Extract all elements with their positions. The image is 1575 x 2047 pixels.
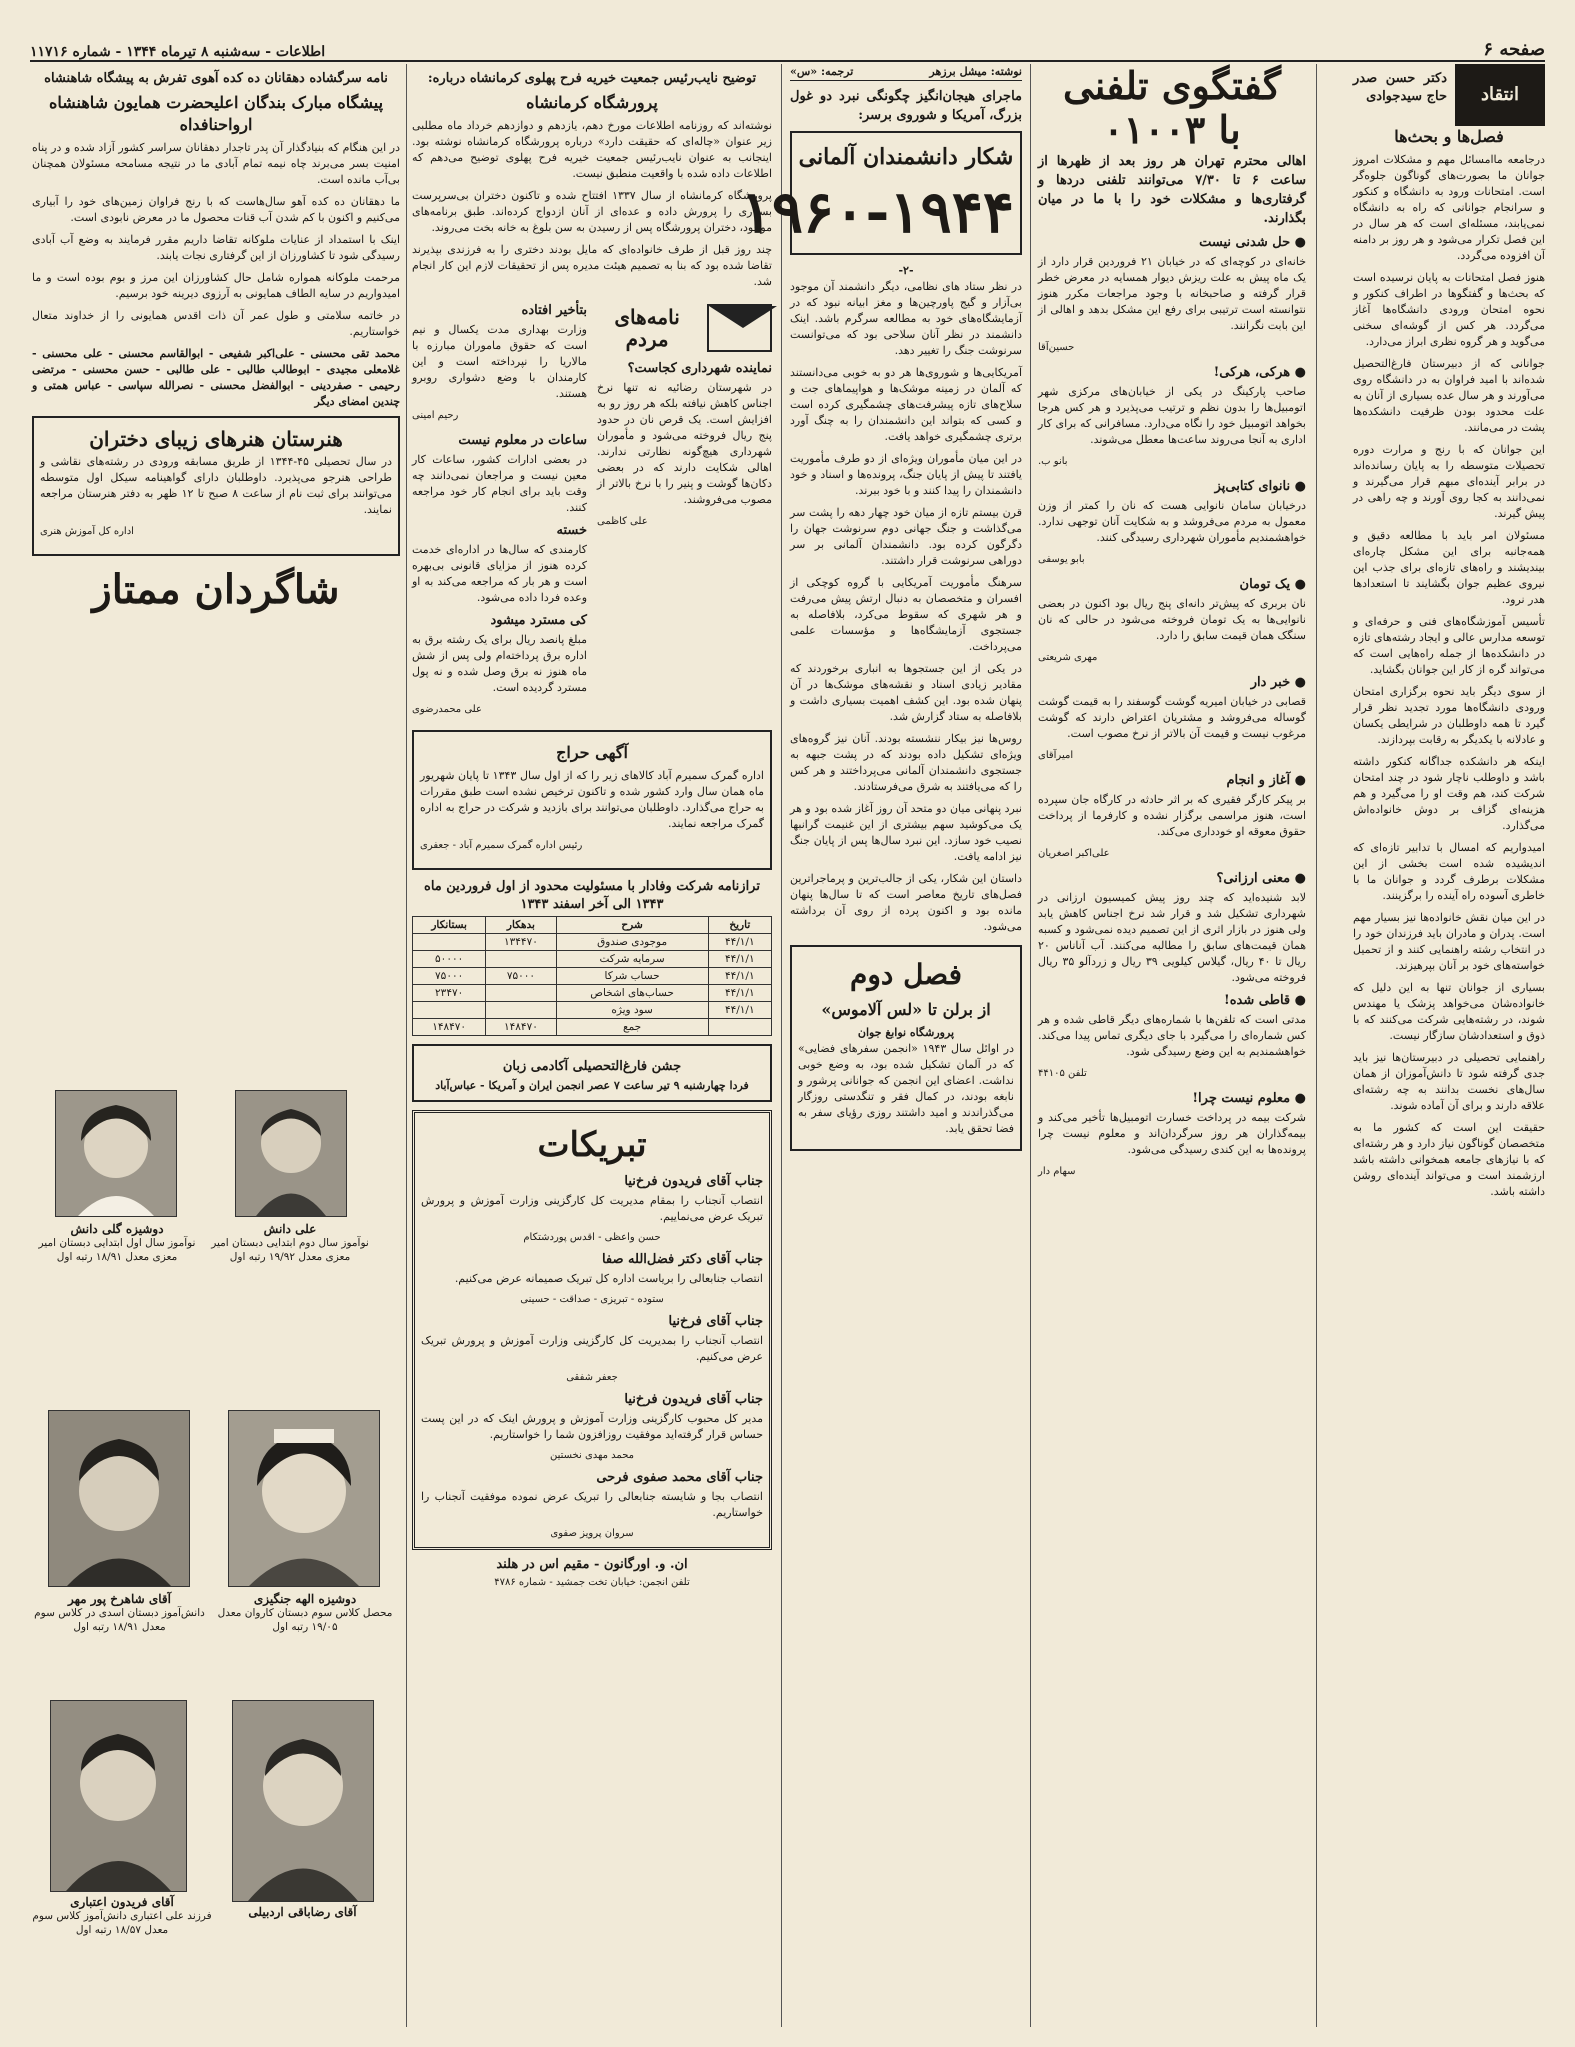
organon-title: ان. و. اورگانون - مقیم اس در هلند bbox=[496, 1557, 688, 1572]
congrats-text: انتصاب آنجناب را بمدیریت کل کارگزینی وزارت آموزش و پرورش تبریک عرض می‌کنیم. bbox=[421, 1334, 763, 1363]
congrats-text: انتصاب آنجناب را بمقام مدیریت کل کارگزینی وزارت آموزش و پرورش تبریک عرض می‌نماییم. bbox=[421, 1194, 763, 1223]
letter-text: در بعضی ادارات کشور، ساعات کار معین نیست و مراجعان نمی‌دانند چه وقت باید برای انجام کار خود مراجعه کنند. bbox=[412, 453, 587, 514]
paragraph: راهنمایی تحصیلی در دبیرستان‌ها نیز باید جدی گرفته شود تا دانش‌آموزان از همان سال‌های نخست بدانند به چه رشته‌ای علاقه دارند و برای آن آماده شوند. bbox=[1353, 1051, 1545, 1112]
column-rule bbox=[781, 64, 782, 2027]
congrats-title: تبریکات bbox=[537, 1125, 647, 1165]
phone-talk-title: گفتگوی تلفنی bbox=[1063, 63, 1281, 108]
item-title: ● معلوم نیست چرا! bbox=[1038, 1090, 1306, 1108]
table-cell bbox=[708, 1019, 771, 1036]
paragraph: نوشته‌اند که روزنامه اطلاعات مورخ دهم، یازدهم و دوازدهم خرداد ماه مطلبی زیر عنوان «چاله‌ای که حقیقت دارد» درباره پرورشگاه کرمانشاه نوشته بود. اینجانب به عنوان نایب‌رئیس جمعیت خیریه فرح پهلوی توضیح می‌دهم که اطلاعات داده شده با واقعیت منطبق نیست. bbox=[412, 119, 772, 180]
auction-signature: رئیس اداره گمرک سمیرم آباد - جعفری bbox=[420, 840, 583, 851]
byline-translator: ترجمه: «س» bbox=[790, 65, 854, 78]
student-name: آقای رضاباقی اردبیلی bbox=[248, 1905, 357, 1919]
column-rule bbox=[1316, 64, 1317, 2027]
table-cell: ۴۴/۱/۱ bbox=[708, 968, 771, 985]
paragraph: درجامعه ماامسائل مهم و مشکلات امروز جوانان ما بصورت‌های گوناگون جلوه‌گر است. امتحانات ورود به دانشگاه و کنکور و سرانجام جوانانی که راه به دانشگاه نمی‌یابند، مسئله‌ای است که هر سال در این فصل تکرار می‌شود و هر روز بر دامنه آن افزوده می‌گردد. bbox=[1353, 153, 1545, 262]
organon-text: تلفن انجمن: خیابان تخت جمشید - شماره ۴۷۸۶ bbox=[494, 1577, 690, 1588]
item-text: شرکت بیمه در پرداخت خسارت اتومبیل‌ها تأخیر می‌کند و بیمه‌گذاران هر روز سرگردان‌اند و معلوم نیست چرا پرونده‌ها به این کندی رسیدگی می‌شود. bbox=[1038, 1111, 1306, 1156]
student-caption bbox=[32, 1222, 202, 1264]
petition-kicker: نامه سرگشاده دهقانان ده کده آهوی تفرش به پیشگاه شاهنشاه bbox=[44, 71, 388, 86]
student-name: آقای فریدون اعتباری bbox=[70, 1895, 174, 1909]
table-cell: ۱۴۸۴۷۰ bbox=[486, 1019, 556, 1036]
congrats-text: انتصاب بجا و شایسته جنابعالی را تبریک عرض نموده موفقیت آنجناب را خواستاریم. bbox=[421, 1490, 763, 1519]
table-cell: ۴۴/۱/۱ bbox=[708, 1002, 771, 1019]
item-text: بر پیکر کارگر فقیری که بر اثر حادثه در کارگاه جان سپرده است، هنوز مراسمی برگزار نشده و کارفرما از پرداخت حقوق معوقه او خودداری می‌کند. bbox=[1038, 793, 1306, 838]
item-title: ● خبر دار bbox=[1038, 674, 1306, 692]
paragraph: نبرد پنهانی میان دو متحد آن روز آغاز شده بود و هر یک می‌کوشید سهم بیشتری از این غنیمت گرانبها نصیب خود سازد. این نبرد سال‌ها پس از پایان جنگ نیز ادامه یافت. bbox=[790, 802, 1022, 863]
paragraph: داستان این شکار، یکی از جالب‌ترین و پرماجراترین فصل‌های تاریخ معاصر است که تا سال‌ها پنهان مانده بود و اکنون پرده از روی آن برداشته می‌شود. bbox=[790, 872, 1022, 933]
section-subtitle: از برلن تا «لس آلاموس» bbox=[821, 1000, 991, 1019]
letter-title: کی مسترد میشود bbox=[490, 613, 587, 628]
table-cell: ۴۴/۱/۱ bbox=[708, 985, 771, 1002]
congrats-sender: جعفر شفقی bbox=[566, 1372, 618, 1383]
item-title: ● آغاز و انجام bbox=[1038, 772, 1306, 790]
paragraph: حقیقت این است که کشور ما به متخصصان گوناگون نیاز دارد و هر رشته‌ای که با نیازهای جامعه همخوانی داشته باشد ارزشمند است و می‌تواند آینده‌ای روشن داشته باشد. bbox=[1353, 1121, 1545, 1198]
school-text: در سال تحصیلی ۴۵-۱۳۴۴ از طریق مسابقه ورودی در رشته‌های نقاشی و طراحی هنرجو می‌پذیرد. داوطلبان دارای گواهینامه سیکل اول متوسطه می‌توانند برای ثبت نام از ساعت ۸ صبح تا ۱۲ ظهر به دفتر هنرستان مراجعه نمایند. bbox=[40, 455, 392, 516]
student-photo bbox=[235, 1090, 347, 1217]
column-critique bbox=[1353, 64, 1545, 2027]
item-text: مدتی است که تلفن‌ها با شماره‌های دیگر قاطی شده و هر کس شماره‌ای را می‌گیرد با جای دیگری تماس پیدا می‌کند. خواهشمندیم به این وضع رسیدگی شود. bbox=[1038, 1013, 1306, 1058]
envelope-icon bbox=[707, 304, 772, 352]
item-title: ● معنی ارزانی؟ bbox=[1038, 870, 1306, 888]
table-row bbox=[413, 934, 772, 951]
table-cell: سرمایه شرکت bbox=[556, 951, 708, 968]
paragraph: در خاتمه سلامتی و طول عمر آن ذات اقدس همایونی را از خداوند متعال خواستاریم. bbox=[32, 309, 400, 338]
letters-header bbox=[597, 304, 772, 352]
section-text: در اوائل سال ۱۹۴۳ «انجمن سفرهای فضایی» که در آلمان تشکیل شده بود، به وضع خوبی نداشت. اعضای این انجمن که جوانانی پرشور و نابغه بودند، در کمال فقر و تنگدستی روزگار می‌گذراندند و امید داشتند روزی رؤیای سفر به فضا تحقق یابد. bbox=[798, 1042, 1014, 1135]
paragraph: سرهنگ مأموریت آمریکایی با گروه کوچکی از افسران و متخصصان به دنبال ارتش پیش می‌رفت و هر شهری که سقوط می‌کرد، بلافاصله به جستجوی آزمایشگاه‌ها و مؤسسات علمی می‌پرداخت. bbox=[790, 576, 1022, 653]
intiqad-logo: انتقاد bbox=[1455, 64, 1545, 126]
item-signature: بابو یوسفی bbox=[1038, 554, 1085, 565]
column-petition bbox=[32, 64, 400, 1044]
table-cell: ۵۰۰۰۰ bbox=[413, 951, 486, 968]
item-signature: علی‌اکبر اصغریان bbox=[1038, 848, 1110, 859]
letter-text: در شهرستان رضائیه نه تنها نرخ اجناس کاهش نیافته بلکه هر روز رو به افزایش است. یک قرص نان در حدود پنج ریال فروخته می‌شود و مأموران شهرداری هیچ‌گونه نظارتی ندارند. اهالی شکایت دارند که در بعضی دکان‌ها گوشت و پنیر را با نرخ بالاتر از مصوب می‌فروشند. bbox=[597, 381, 772, 506]
table-row bbox=[413, 968, 772, 985]
congrats-recipient: جناب آقای فریدون فرخ‌نیا bbox=[624, 1174, 763, 1189]
paragraph: در این میان نقش خانواده‌ها نیز بسیار مهم است. پدران و مادران باید فرزندان خود را در انتخاب رشته راهنمایی کنند و از تحمیل خواسته‌های خود بر آنان بپرهیزند. bbox=[1353, 911, 1545, 972]
school-title: هنرستان هنرهای زیبای دختران bbox=[89, 427, 343, 451]
table-cell bbox=[413, 934, 486, 951]
letter-text: کارمندی که سال‌ها در اداره‌ای خدمت کرده هنوز از مزایای قانونی بی‌بهره است و هر بار که مراجعه می‌کند به او وعده فردا داده می‌شود. bbox=[412, 543, 587, 604]
congrats-text: مدیر کل محبوب کارگزینی وزارت آموزش و پرورش اینک که در این پست حساس قرار گرفته‌اید موفقیت روزافزون شما را خواستاریم. bbox=[421, 1412, 763, 1441]
congrats-recipient: جناب آقای فرخ‌نیا bbox=[668, 1314, 763, 1329]
table-header: تاریخ bbox=[708, 917, 771, 934]
table-cell: جمع bbox=[556, 1019, 708, 1036]
letter-title: نماینده شهرداری کجاست؟ bbox=[627, 361, 772, 376]
table-cell bbox=[486, 951, 556, 968]
student-photo bbox=[228, 1410, 380, 1587]
letters-header-label: نامه‌های مردم bbox=[614, 305, 680, 351]
congrats-sender: ستوده - تبریزی - صداقت - حسینی bbox=[520, 1294, 664, 1305]
column-german-scientists bbox=[740, 64, 1022, 2027]
student-name: آقای شاهرخ پور مهر bbox=[68, 1592, 171, 1606]
table-cell: ۱۳۴۴۷۰ bbox=[486, 934, 556, 951]
balance-sheet-table bbox=[412, 916, 772, 1036]
item-title: ● نانوای کتابی‌پز bbox=[1038, 478, 1306, 496]
congrats-recipient: جناب آقای محمد صفوی فرحی bbox=[596, 1470, 763, 1485]
article-title: شکار دانشمندان آلمانی bbox=[798, 144, 1014, 170]
item-title: ● یک تومان bbox=[1038, 576, 1306, 594]
table-header: بستانکار bbox=[413, 917, 486, 934]
item-text: نان بربری که پیش‌تر دانه‌ای پنج ریال بود اکنون در بعضی نانوایی‌ها به یک تومان فروخته می‌شود در حالی که نان سنگک همان قیمت سابق را دارد. bbox=[1038, 597, 1306, 642]
column-rule bbox=[406, 64, 407, 2027]
student-text: فرزند علی اعتباری دانش‌آموز کلاس سوم معدل ۱۸/۵۷ رتبه اول bbox=[32, 1910, 212, 1936]
student-name: دوشیزه الهه جنگیزی bbox=[253, 1592, 357, 1606]
table-header: شرح bbox=[556, 917, 708, 934]
paragraph: از سوی دیگر باید نحوه برگزاری امتحان ورودی دانشگاه‌ها مورد تجدید نظر قرار گیرد تا همه داوطلبان در شرایطی یکسان و عادلانه با یکدیگر به رقابت بپردازند. bbox=[1353, 685, 1545, 746]
paragraph: مسئولان امر باید با مطالعه دقیق و همه‌جانبه برای این مشکل چاره‌ای بیندیشند و راه‌های تازه‌ای برای جذب این نیروی عظیم جوان بگشایند تا استعدادها هدر نرود. bbox=[1353, 529, 1545, 606]
letter-text: وزارت بهداری مدت یکسال و نیم است که حقوق ماموران مبارزه با مالاریا را نپرداخته است و این کارمندان با وضع دشواری روبرو هستند. bbox=[412, 323, 587, 400]
paragraph: بسیاری از جوانان تنها به این دلیل که خانواده‌شان می‌خواهد پزشک یا مهندس شوند، در رشته‌هایی شرکت می‌کنند که با ذوق و استعدادشان سازگار نیست. bbox=[1353, 981, 1545, 1042]
student-caption bbox=[32, 1592, 207, 1634]
table-row bbox=[413, 1002, 772, 1019]
table-cell: موجودی صندوق bbox=[556, 934, 708, 951]
column-letters bbox=[412, 64, 772, 2027]
col1-author: دکتر حسن صدر حاج سیدجوادی bbox=[1353, 71, 1447, 104]
table-cell bbox=[486, 985, 556, 1002]
student-photo bbox=[48, 1410, 190, 1587]
item-signature: مهری شریعتی bbox=[1038, 652, 1098, 663]
paragraph: مرحمت ملوکانه همواره شامل حال کشاورزان این مرز و بوم بوده است و ما امیدواریم در سایه الطاف همایونی به آرزوی دیرینه خود برسیم. bbox=[32, 271, 400, 300]
item-title: ● قاطی شده! bbox=[1038, 992, 1306, 1010]
item-signature: تلفن ۴۴۱۰۵ bbox=[1038, 1068, 1087, 1079]
phone-talk-intro: اهالی محترم تهران هر روز بعد از ظهرها از ساعت ۶ تا ۷/۳۰ می‌توانند تلفنی دردها و گرفتاری‌ها و مشکلات خود را با ما در میان بگذارند. bbox=[1038, 154, 1306, 226]
item-title: ● هرکی، هرکی! bbox=[1038, 364, 1306, 382]
section-subtitle-2: پرورشگاه نوابغ جوان bbox=[857, 1026, 955, 1039]
page-number: صفحه ۶ bbox=[1483, 39, 1545, 60]
congrats-sender: سروان پرویز صفوی bbox=[550, 1528, 634, 1539]
table-cell: حساب شرکا bbox=[556, 968, 708, 985]
masthead bbox=[30, 36, 1545, 62]
students-title: شاگردان ممتاز bbox=[92, 566, 340, 613]
graduation-title: جشن فارغ‌التحصیلی آکادمی زبان bbox=[502, 1059, 682, 1074]
auction-text: اداره گمرک سمیرم آباد کالاهای زیر را که از اول سال ۱۳۴۳ تا پایان شهریور ماه همان سال وارد کشور شده و تاکنون ترخیص نشده است طبق مقررات به حراج می‌گذارد. داوطلبان می‌توانند برای بازدید و شرکت در حراج به اداره گمرک مراجعه نمایند. bbox=[420, 769, 764, 830]
paragraph: در نظر ستاد های نظامی، دیگر دانشمند آن موجود بی‌آزار و گیج پاورچین‌ها و مغز ابیانه نبود که در آزمایشگاه‌های خود به مطالعه سرگرم باشد. اینک دانشمند در نظر آنان سلاحی بود که می‌توانست سرنوشت جنگ را تغییر دهد. bbox=[790, 280, 1022, 357]
orphanage-kicker: توضیح نایب‌رئیس جمعیت خیریه فرح پهلوی کرمانشاه درباره: bbox=[427, 71, 757, 86]
table-cell bbox=[413, 1002, 486, 1019]
table-cell: حساب‌های اشخاص bbox=[556, 985, 708, 1002]
paragraph: روس‌ها نیز بیکار ننشسته بودند. آنان نیز گروه‌های ویژه‌ای تشکیل داده بودند که در پشت جبهه به جستجوی دانشمندان آلمانی می‌پرداختند و هر کس را که می‌یافتند به شرق می‌فرستادند. bbox=[790, 732, 1022, 793]
paragraph: پرورشگاه کرمانشاه از سال ۱۳۳۷ افتتاح شده و تاکنون دختران بی‌سرپرست بسیاری را پرورش داده و عده‌ای از آنان ازدواج کرده‌اند. طبق برنامه‌های موجود، دختران پرورشگاه پس از رسیدن به سن بلوغ به خانه بخت می‌روند. bbox=[412, 189, 772, 234]
student-photo bbox=[55, 1090, 177, 1217]
section-title: فصل دوم bbox=[850, 958, 962, 991]
table-cell: ۲۳۴۷۰ bbox=[413, 985, 486, 1002]
item-signature: امیرآقای bbox=[1038, 750, 1074, 761]
paragraph: آمریکایی‌ها و شوروی‌ها هر دو به خوبی می‌دانستند که آلمان در زمینه موشک‌ها و هواپیماهای جت و سلاح‌های تازه پیشرفت‌های چشمگیری کرده است و کسی که بتواند این دانشمندان را به چنگ آورد برتری چشمگیری خواهد یافت. bbox=[790, 366, 1022, 443]
article-years: ۱۹۶۰-۱۹۴۴ bbox=[740, 178, 1014, 246]
paragraph: چند روز قبل از طرف خانواده‌ای که مایل بودند دختری را به فرزندی بپذیرند تقاضا شده بود که بنا به تصمیم هیئت مدیره پس از تحقیقات لازم این کار انجام شد. bbox=[412, 243, 772, 288]
petition-signers: محمد تقی محسنی - علی‌اکبر شفیعی - ابوالقاسم محسنی - علی محسنی - غلامعلی مجیدی - ابوطالب طالبی - علی طالبی - حسن محسنی - مرتضی رحیمی - صفردینی - ابوالفضل محسنی - نصرالله سپاسی - عباس همتی و چندین امضای دیگر bbox=[32, 347, 400, 408]
congrats-text: انتصاب جنابعالی را بریاست اداره کل تبریک صمیمانه عرض می‌کنیم. bbox=[454, 1272, 763, 1285]
table-cell: ۷۵۰۰۰ bbox=[413, 968, 486, 985]
petition-title: پیشگاه مبارک بندگان اعلیحضرت همایون شاهنشاه ارواحنافداه bbox=[48, 93, 384, 134]
congrats-recipient: جناب آقای دکتر فضل‌الله صفا bbox=[601, 1252, 763, 1267]
letter-title: ساعات در معلوم نیست bbox=[458, 433, 587, 448]
student-caption bbox=[32, 1895, 212, 1937]
table-row bbox=[413, 1019, 772, 1036]
paragraph: امیدواریم که امسال با تدابیر تازه‌ای که اندیشیده شده است بخشی از این مشکلات برطرف گردد و جوانان ما با خاطری آسوده راه آینده را برگزینند. bbox=[1353, 841, 1545, 902]
student-text: دانش‌آموز دبستان اسدی در کلاس سوم معدل ۱۸/۹۱ رتبه اول bbox=[34, 1607, 205, 1633]
congrats-sender: محمد مهدی نخستین bbox=[549, 1450, 635, 1461]
item-text: درخیابان سامان نانوایی هست که نان را کمتر از وزن معمول به مردم می‌فروشد و به شکایت آنان توجهی ندارد. خواهشمندیم مأموران شهرداری رسیدگی کنند. bbox=[1038, 499, 1306, 544]
student-caption bbox=[215, 1592, 395, 1634]
paragraph: در این هنگام که بنیادگذار آن پدر تاجدار دهقانان سراسر کشور آزاد شده و در پناه امنیت بسر می‌برند چاه نیمه تمام آبادی ما در نتیجه مسامحه مسئولان همچنان بی‌آب مانده است. bbox=[32, 141, 400, 186]
paragraph: هنوز فصل امتحانات به پایان نرسیده است که بحث‌ها و گفتگوها در اطراف کنکور و نحوه امتحان ورودی دانشگاه‌ها آغاز می‌گردد. هر کس از گوشه‌ای سخنی می‌گوید و هر گروه نظری ابراز می‌دارد. bbox=[1353, 271, 1545, 348]
student-text: محصل کلاس سوم دبستان کاروان معدل ۱۹/۰۵ رتبه اول bbox=[217, 1607, 393, 1633]
table-cell: ۴۴/۱/۱ bbox=[708, 934, 771, 951]
column-rule bbox=[1030, 64, 1031, 2027]
student-name: علی دانش bbox=[263, 1222, 317, 1236]
phone-number-title: با ۰۱۰۰۳ bbox=[1103, 107, 1241, 152]
column-phone-talk bbox=[1038, 64, 1306, 2027]
table-cell: ۱۴۸۴۷۰ bbox=[413, 1019, 486, 1036]
school-signature: اداره کل آموزش هنری bbox=[40, 526, 134, 537]
item-title: ● حل شدنی نیست bbox=[1038, 234, 1306, 252]
table-cell: سود ویژه bbox=[556, 1002, 708, 1019]
student-text: نوآموز سال دوم ابتدایی دبستان امیر معزی معدل ۱۹/۹۲ رتبه اول bbox=[211, 1237, 369, 1263]
paragraph: قرن بیستم تازه از میان خود چهار دهه را پشت سر می‌گذاشت و جنگ جهانی دوم سرنوشت جهان را دگرگون کرده بود. دانشمندان آلمانی بر سر دوراهی سرنوشت قرار داشتند. bbox=[790, 506, 1022, 567]
auction-title: آگهی حراج bbox=[556, 743, 628, 762]
paragraph: در یکی از این جستجوها به انباری برخوردند که مقادیر زیادی اسناد و نقشه‌های موشک‌ها در آن پنهان شده بود. این کشف اهمیت بسیاری داشت و بلافاصله به ستاد گزارش شد. bbox=[790, 662, 1022, 723]
student-text: نوآموز سال اول ابتدایی دبستان امیر معزی معدل ۱۸/۹۱ رتبه اول bbox=[38, 1237, 196, 1263]
congrats-sender: حسن واعظی - اقدس پوردشتکام bbox=[523, 1232, 661, 1243]
item-text: قصابی در خیابان امیریه گوشت گوسفند را به قیمت گوشت گوساله می‌فروشد و مشتریان اعتراض دارند که گوشت مرغوب نیست و قیمت آن بالاتر از نرخ مصوب است. bbox=[1038, 695, 1306, 740]
table-header: بدهکار bbox=[486, 917, 556, 934]
paragraph: ما دهقانان ده کده آهو سال‌هاست که با رنج فراوان زمین‌های خود را آبیاری می‌کنیم و اکنون با کم شدن آب قنات محصول ما در معرض نابودی است. bbox=[32, 195, 400, 224]
paragraph: جوانانی که از دبیرستان فارغ‌التحصیل شده‌اند با امید فراوان به در دانشگاه روی می‌آورند و هر سال عده بسیاری از آنان به علت محدود بودن ظرفیت دانشکده‌ها پشت در می‌مانند. bbox=[1353, 357, 1545, 434]
orphanage-title: پرورشگاه کرمانشاه bbox=[526, 93, 658, 112]
letter-signature: علی کاظمی bbox=[597, 516, 648, 527]
student-photo bbox=[232, 1700, 374, 1902]
student-name: دوشیزه گلی دانش bbox=[70, 1222, 164, 1236]
article-kicker: ماجرای هیجان‌انگیز چگونگی نبرد دو غول بزرگ، آمریکا و شوروی برسر: bbox=[790, 89, 1022, 123]
item-signature: سهام دار bbox=[1038, 1166, 1076, 1177]
issue-info: اطلاعات - سه‌شنبه ۸ تیرماه ۱۳۴۴ - شماره ۱۱۷۱۶ bbox=[30, 44, 326, 60]
student-photo bbox=[50, 1700, 187, 1892]
byline-author: نوشته: میشل برزهر bbox=[929, 65, 1022, 78]
congrats-recipient: جناب آقای فریدون فرخ‌نیا bbox=[624, 1392, 763, 1407]
item-text: خانه‌ای در کوچه‌ای که در خیابان ۲۱ فروردین قرار دارد از یک ماه پیش به علت ریزش دیوار همسایه در معرض خطر قرار گرفته و صاحبخانه با وجود مراجعات مکرر هنوز نتوانسته است ترتیبی برای رفع این مشکل بدهد و اهالی از این بابت نگرانند. bbox=[1038, 255, 1306, 332]
student-caption bbox=[210, 1222, 370, 1264]
letter-signature: رحیم امینی bbox=[412, 410, 459, 421]
table-row bbox=[413, 951, 772, 968]
paragraph: اینک با استمداد از عنایات ملوکانه تقاضا داریم مقرر فرمایند به وضع آب آبادی رسیدگی شود تا کشاورزان از این گرفتاری نجات یابند. bbox=[32, 233, 400, 262]
letter-text: مبلغ پانصد ریال برای یک رشته برق به اداره برق پرداخته‌ام ولی پس از شش ماه هنوز نه برق وصل شده و نه پول مسترد گردیده است. bbox=[412, 633, 587, 694]
item-text: صاحب پارکینگ در یکی از خیابان‌های مرکزی شهر اتومبیل‌ها را بدون نظم و ترتیب می‌پذیرد و هر کس هرجا بخواهد اتومبیل خود را نگاه می‌دارد. مسافرانی که برای کار اداری به آنجا می‌روند ساعت‌ها معطل می‌شوند. bbox=[1038, 385, 1306, 446]
table-cell: ۴۴/۱/۱ bbox=[708, 951, 771, 968]
graduation-text: فردا چهارشنبه ۹ تیر ساعت ۷ عصر انجمن ایران و آمریکا - عباس‌آباد bbox=[435, 1079, 749, 1092]
item-signature: حسین‌آقا bbox=[1038, 342, 1075, 353]
paragraph: تأسیس آموزشگاه‌های فنی و حرفه‌ای و توسعه مدارس عالی و ایجاد رشته‌های تازه در دانشکده‌ها از جمله راه‌هایی است که می‌تواند گره از کار این جوانان بگشاید. bbox=[1353, 615, 1545, 676]
letter-title: خسته bbox=[556, 523, 587, 538]
letter-signature: علی محمدرضوی bbox=[412, 704, 482, 715]
paragraph: این جوانان که با رنج و مرارت دوره تحصیلات متوسطه را به پایان رسانده‌اند در برابر آینده‌ای مبهم قرار می‌گیرند و نمی‌دانند به کجا روی آورند و چه راهی در پیش گیرند. bbox=[1353, 443, 1545, 520]
table-cell bbox=[486, 1002, 556, 1019]
student-caption bbox=[215, 1905, 390, 1919]
letter-title: بتأخیر افتاده bbox=[521, 303, 587, 318]
ledger-title: ترازنامه شرکت وفادار با مسئولیت محدود از اول فروردین ماه ۱۳۴۳ الی آخر اسفند ۱۳۴۳ bbox=[424, 879, 760, 912]
col1-title: فصل‌ها و بحث‌ها bbox=[1394, 127, 1504, 146]
item-signature: بانو ب. bbox=[1038, 456, 1068, 467]
table-cell: ۷۵۰۰۰ bbox=[486, 968, 556, 985]
table-row bbox=[413, 985, 772, 1002]
part-number: -۲- bbox=[898, 264, 914, 277]
item-text: لابد شنیده‌اید که چند روز پیش کمیسیون ارزانی در شهرداری تشکیل شد و قرار شد نرخ اجناس کاهش یابد ولی هنوز در بازار اثری از این تصمیم دیده نمی‌شود و کسبه همان قیمت‌های سابق را مطالبه می‌کنند. آب آناناس ۲۰ ریال تا ۴۰ ریال، گیلاس کیلویی ۳۹ ریال و زردآلو ۳۵ ریال فروخته می‌شود. bbox=[1038, 891, 1306, 984]
paragraph: اینکه هر دانشکده جداگانه کنکور داشته باشد و داوطلب ناچار شود در چند امتحان شرکت کند، هم وقت او را می‌گیرد و هم هزینه‌ای گزاف بر دوش خانواده‌اش می‌گذارد. bbox=[1353, 755, 1545, 832]
paragraph: در این میان مأموران ویژه‌ای از دو طرف مأموریت یافتند تا پیش از پایان جنگ، پرونده‌ها و اسناد و خود دانشمندان را پیدا کنند و با خود ببرند. bbox=[790, 452, 1022, 497]
